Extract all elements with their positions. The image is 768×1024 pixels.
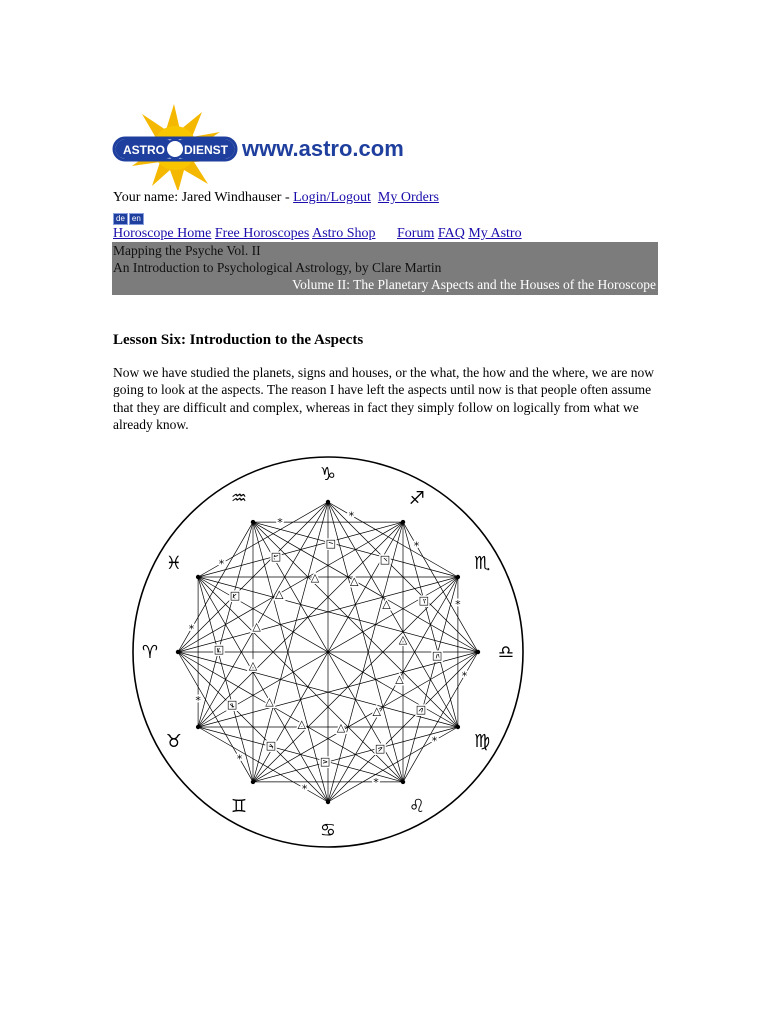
aspect-marker-icon: □ xyxy=(226,698,238,712)
aspect-marker-icon: □ xyxy=(374,741,386,755)
aspect-marker-icon: △ xyxy=(350,574,359,588)
aspect-marker-icon: □ xyxy=(319,755,331,769)
logo-site-name: www.astro.com xyxy=(242,136,404,161)
astro-dienst-logo[interactable] xyxy=(112,100,457,190)
zodiac-sign-icon: ♐ xyxy=(408,487,426,509)
logo-badge-right: DIENST xyxy=(183,143,229,157)
aspect-point xyxy=(326,500,330,504)
aspect-line xyxy=(198,574,403,782)
volume-title: Volume II: The Planetary Aspects and the Houses of the Horoscope xyxy=(292,277,656,292)
nav-horoscope-home[interactable]: Horoscope Home xyxy=(113,226,212,241)
language-switcher xyxy=(113,213,144,224)
my-orders-link[interactable]: My Orders xyxy=(377,190,439,205)
course-title: Mapping the Psyche Vol. II xyxy=(113,243,261,258)
course-subtitle: An Introduction to Psychological Astrology, by Clare Martin xyxy=(113,260,442,275)
aspect-marker-icon: △ xyxy=(275,587,284,601)
aspect-marker-icon: □ xyxy=(415,703,427,716)
zodiac-sign-icon: ♒ xyxy=(230,487,248,509)
zodiac-sign-icon: ♏ xyxy=(474,553,491,574)
zodiac-sign-icon: ♋ xyxy=(319,820,337,841)
zodiac-sign-icon: ♑ xyxy=(319,464,337,485)
aspects-diagram xyxy=(108,452,545,857)
aspect-marker-icon: △ xyxy=(395,672,404,686)
aspect-marker-icon: □ xyxy=(229,589,241,602)
user-name-label: Your name: Jared Windhauser - xyxy=(113,190,294,205)
aspect-marker-icon: * xyxy=(373,775,379,789)
login-logout-link[interactable]: Login/Logout xyxy=(293,190,371,205)
aspect-line xyxy=(253,522,458,577)
zodiac-sign-icon: ♍ xyxy=(474,731,491,752)
lang-en-flag[interactable]: en xyxy=(129,213,144,225)
aspect-marker-icon: * xyxy=(455,598,461,611)
zodiac-sign-icon: ♉ xyxy=(165,731,182,752)
nav-my-astro[interactable]: My Astro xyxy=(468,226,522,241)
aspect-point xyxy=(456,575,460,579)
aspect-point xyxy=(401,520,405,524)
nav-forum[interactable]: Forum xyxy=(397,226,435,241)
aspect-point xyxy=(456,725,460,729)
aspect-point xyxy=(176,650,180,654)
zodiac-sign-icon: ♈ xyxy=(141,642,159,663)
aspect-marker-icon: □ xyxy=(379,553,391,566)
aspect-line xyxy=(198,727,331,802)
aspect-marker-icon: □ xyxy=(270,550,282,564)
aspects-wheel-illustration xyxy=(108,452,545,857)
aspect-marker-icon: * xyxy=(236,752,243,766)
aspect-marker-icon: △ xyxy=(248,658,258,672)
zodiac-sign-icon: ♊ xyxy=(230,796,248,818)
lesson-intro: Now we have studied the planets, signs and houses, or the what, the how and the where, we are now going to look at the aspects. The reason I have left the aspects until now is that people often assume that they are difficult and complex, whereas in fact they simply follow on logically from what we already know. xyxy=(113,365,654,433)
aspect-point xyxy=(476,650,480,654)
aspect-line xyxy=(178,652,403,782)
aspect-marker-icon: □ xyxy=(213,643,225,657)
aspect-marker-icon: □ xyxy=(325,536,337,550)
aspect-line xyxy=(253,522,458,727)
aspect-marker-icon: * xyxy=(413,539,420,553)
aspect-marker-icon: □ xyxy=(418,593,430,607)
aspect-marker-icon: △ xyxy=(372,704,381,718)
aspect-point xyxy=(196,575,200,579)
lesson-title: Lesson Six: Introduction to the Aspects xyxy=(113,332,364,348)
user-line xyxy=(113,189,439,207)
aspect-point xyxy=(251,520,255,524)
aspect-marker-icon: * xyxy=(277,516,283,530)
zodiac-sign-icon: ♓ xyxy=(165,553,182,574)
aspect-marker-icon: * xyxy=(348,509,355,523)
main-nav xyxy=(113,225,522,242)
aspect-marker-icon: △ xyxy=(398,633,408,647)
aspect-marker-icon: △ xyxy=(336,721,346,734)
aspect-marker-icon: △ xyxy=(382,597,391,611)
aspect-marker-icon: * xyxy=(301,782,308,796)
aspect-marker-icon: * xyxy=(431,734,438,748)
nav-faq[interactable]: FAQ xyxy=(437,226,465,241)
aspect-marker-icon: △ xyxy=(265,694,274,708)
aspect-marker-icon: △ xyxy=(252,619,261,633)
nav-astro-shop[interactable]: Astro Shop xyxy=(312,226,376,241)
aspect-line xyxy=(198,522,253,727)
logo-graphic xyxy=(112,100,457,190)
aspect-line xyxy=(253,574,458,782)
aspect-point xyxy=(326,800,330,804)
aspect-point xyxy=(251,780,255,784)
aspect-line xyxy=(253,522,478,652)
aspect-marker-icon: * xyxy=(461,669,468,683)
zodiac-sign-icon: ♌ xyxy=(408,796,426,818)
aspect-line xyxy=(198,577,331,802)
aspect-point xyxy=(196,725,200,729)
aspect-line xyxy=(198,577,253,782)
aspect-marker-icon: △ xyxy=(310,571,320,584)
nav-free-horoscopes[interactable]: Free Horoscopes xyxy=(214,226,310,241)
lang-de-flag[interactable]: de xyxy=(113,213,128,225)
aspect-marker-icon: □ xyxy=(265,739,277,752)
course-banner xyxy=(112,242,658,295)
aspect-point xyxy=(401,780,405,784)
aspect-line xyxy=(198,522,403,727)
aspect-marker-icon: * xyxy=(195,694,201,707)
zodiac-sign-icon: ♎ xyxy=(497,642,515,663)
aspect-marker-icon: □ xyxy=(431,648,443,662)
logo-badge-left: ASTRO xyxy=(123,143,165,157)
aspect-marker-icon: * xyxy=(218,557,225,571)
aspect-marker-icon: * xyxy=(188,622,195,636)
aspect-marker-icon: △ xyxy=(297,717,306,731)
